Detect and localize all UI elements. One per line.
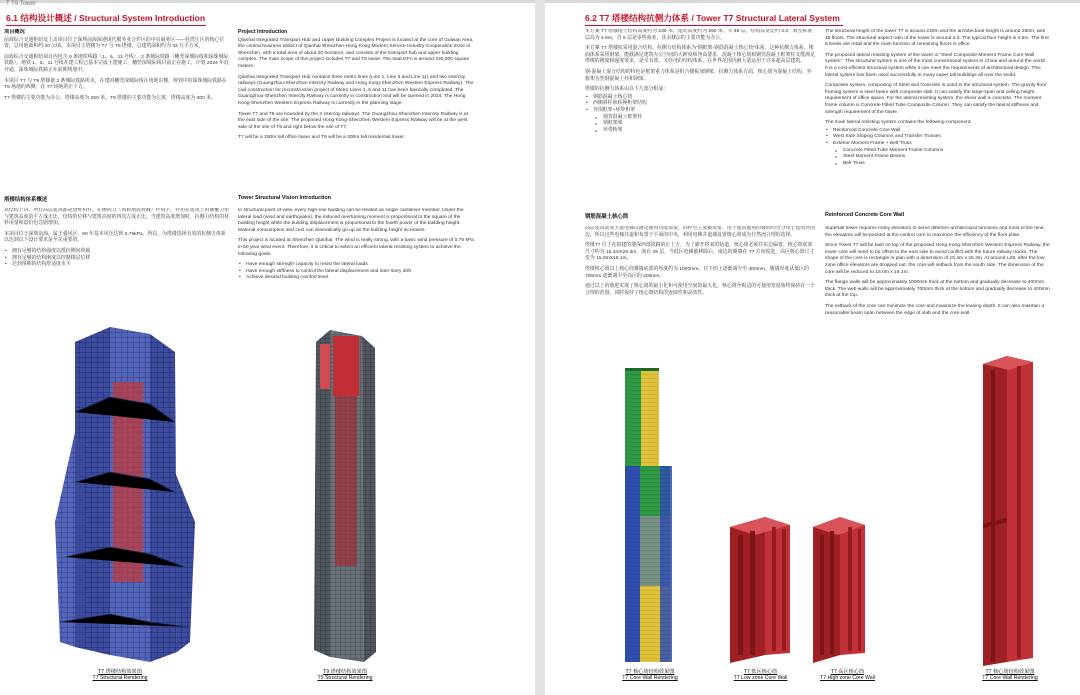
core-wall-solid (983, 356, 1033, 666)
section-heading-6-2: 6.2 T7 塔楼结构抗侧力体系 / Tower T7 Structural Lateral System (585, 13, 840, 23)
list-item: • Have enough strength capacity to resist the lateral loads (238, 262, 476, 269)
paragraph: 前海综合交通枢纽项目内包含 9 条地铁线路（1、5、11 号线），2 条城际铁路（穗莞深城际线和深珠城际铁路）。地铁 1、5、11 号线在建工程已基本完成土建施工，穗莞深城际线目前正在施工，计划 2024 年底开通，深珠城际铁路正在前期规划中。 (4, 54, 229, 73)
zh-vision-bullets (4, 249, 230, 269)
caption-zh: T7 塔楼结构效果图 (98, 669, 142, 675)
list-subitem: o Steel Moment Frame Beams (825, 154, 1050, 161)
t7-low-zone-core-wall-figure (725, 515, 795, 665)
en-core-title: Reinforced Concrete Core Wall (825, 212, 905, 218)
core-wall-solid (813, 517, 865, 663)
list-item: • West Side Sloping Columns and Transfer Trusses (825, 134, 1050, 141)
core-wall-solid (730, 517, 790, 663)
zh-core-title: 钢筋混凝土核心筒 (585, 214, 629, 220)
core-rendering-caption (960, 669, 1060, 681)
paragraph: 本项目位于深圳前海，属于强风区，50 年基本风压达到 0.75kPa。所以，为塔楼选择有效的抗侧力体系以达到以下设计要求是至关重要的。 (4, 231, 226, 244)
en-lateral-system (825, 29, 1050, 209)
heading-underline (6, 25, 206, 26)
en-lateral-components (825, 128, 1050, 168)
caption-zh: T7 核心筒结构效果图 (985, 669, 1035, 675)
list-item: • 钢筋混凝土核心筒 (585, 95, 815, 102)
page-top-edge (0, 0, 535, 3)
heading-underline (585, 25, 843, 26)
paragraph: This project is located at Shenzhen Qianhai. The wind is really strong, with a basic wind pressure of 0.75 kPa in 50 year wind event. Therefore, it is critical to select an efficient lateral resisting system to achieve the following goals. (238, 238, 474, 257)
t7-high-zone-core-wall-figure (808, 515, 870, 665)
upper-core (625, 368, 659, 466)
list-item: • Have enough stiffness to control the lateral displacement and inter-story drift. (238, 269, 476, 276)
caption-en: T7 High zone Core Wall (820, 675, 875, 682)
list-item: • Exterior Moment Frame + Belt Truss (825, 141, 1050, 148)
en-vision-bullets (238, 262, 476, 282)
caption-en: T7 Structural Rendering (92, 675, 148, 682)
caption-en: T9 Structural Rendering (317, 675, 373, 682)
paragraph: 本方案 T7 塔楼拟采用混合结构，抗侧力结构体系为“钢框架-钢筋混凝土核心筒”体系，这种抗侧力体系，楼面体系采用钢梁，能截满足建筑办公空间的大跨度和净高要求，混凝土核心筒和钢管混凝土框架柱又能满足塔楼的刚度和强度要求，是又有效、又经济的结构体系，在世界范围内被大量运用于许多超高层建筑。 (585, 46, 815, 65)
paragraph: 本方案 T7 塔楼地上结构高度约为 230 米，建筑高度约为 250 米，共 48 层，结构高宽比约 4.3，典型标准层高为 4.5m，首 5 层是零售商业，其余楼层的主要功能为办公。 (585, 29, 813, 41)
t9-rendering-caption (295, 669, 395, 681)
t7-core-wall-rendering-figure (977, 354, 1039, 666)
zh-project-intro (4, 29, 230, 194)
paragraph: Since Tower T7 will be built on top of the proposed Hong Kong-Shenzhen Western Express Railway, the tower core will need to be offset to the east side to avoid conflict with the future railway tracks. The shape of the core is rectangle in plan with a dimension of 15.4m x 26.3m. At around L29, after the low zone office elevators are dropped out, the core will setback from the south side. The dimension of the core will be reduced to 15.0m x 16.1m. (825, 243, 1050, 275)
list-item: • Achieve desired building comfort level. (238, 275, 476, 282)
en-core-body (825, 226, 1050, 361)
caption-en: T7 Low zone Core Wall (733, 675, 788, 682)
caption-zh: T7 低区核心筒 (743, 669, 778, 675)
paragraph: The flange walls will be approximately 1000mm thick at the bottom and gradually decrease to 400mm thick. The web walls will be approximately 700mm thick at the bottom and gradually decrease to 400mm thick at the top. (825, 280, 1050, 299)
paragraph: T7 塔楼的主要功能为办公，塔楼高度为 250 米。T9 塔楼的主要功能为公寓，塔楼高度为 300 米。 (4, 95, 216, 101)
zh-vision-title: 塔楼结构体系概述 (4, 197, 48, 203)
paragraph: Tower T7 and T9 are bounded by the 2 intercity railways. The Guangzhou-Shenzhen Intercity Railway is at the east side of the site. The proposed Hong Kong-Shenzhen Western Express Railway will be at the west side of the site of T9 and right below the site of T7. (238, 111, 468, 130)
lower-core (625, 466, 672, 662)
paragraph: 从结构上讲，所有高层建筑都是悬臂构件。在侧向力（风和地震荷载）作用下，作用在建筑上的倾覆力矩与建筑高度的平方成正比，结构的位移与建筑高度的四次方成正比。当建筑高度增加时，抗侧力结构的材料用量和造价也急剧增加。 (4, 208, 229, 227)
page-tag: T T9 Tower (6, 1, 36, 7)
page-top-edge (545, 0, 1080, 3)
paragraph: The structural height of the tower T7 is around 230m and the architectural height is around 250m, with 48 floors. The structural aspect ratio of the tower is around 4.3. The typical floor height is 4.5m. The first 5 levels are retail and the main function of remaining floors is office. (825, 29, 1049, 48)
paragraph: 钢-混凝土混合结构的特色是框架重力体系是组合楼板加钢梁，抗侧力体系方面，核心筒为混凝土结构，外框架为型钢混凝土柱和钢梁。 (585, 69, 812, 82)
section-heading-6-1: 6.1 结构设计概述 / Structural System Introduction (6, 13, 206, 23)
t9-structural-rendering-figure (300, 322, 390, 667)
t7-rendering-caption (70, 669, 170, 681)
t7-core-wall-rendering-colored-figure (620, 366, 680, 664)
list-item: • 达到预期的结构舒适度水平 (4, 262, 230, 269)
list-title: The main lateral resisting system contains the following component: (825, 120, 972, 126)
paragraph: Qianhai Integrated Transport Hub contains three metro lines (Line 1, Line 5 and Line 11) and two intercity railways (Guangzhou-Shenzhen Intercity Railway and Hong Kong-Shenzhen Western Express Railway). The civil construction for reconstruction project of Metro Lines 1, 5 and 11 has been basically completed. The Guangzhou-Shenzhen Intercity Railway is currently in construction and will be opened in 2024. The Hong Kong-Shenzhen Western Express Railway is currently in the planning stage. (238, 74, 474, 106)
t7-structural-rendering-figure (55, 322, 205, 667)
caption-en: T7 Core Wall Rendering (622, 675, 678, 682)
right-page (545, 0, 1080, 695)
list-subitem: o Concrete Filled Tube Moment Frame Columns (825, 148, 1050, 155)
paragraph: Supertall tower requires many elevators to serve different architectural functions and most of the time, the elevators will be packed at the central core to maximize the efficiency of the floor plate. (825, 226, 1045, 238)
paragraph: 前海综合交通枢纽及上盖项目位于深圳前海深港现代服务业合作区的中央商务区——桂湾片区的核心位置，总用地面积约 20 公顷。本项目主塔楼为 T7 与 T9 塔楼，总建筑面积约为 33 万平方米。 (4, 37, 225, 50)
paragraph: 塔楼T7 位于在拟建的港深西部铁路的正上方，为了避开将来的轨道，核心筒必须往东边偏置。核心筒底部尺寸约为 15.4mX26.3m，而在 29 层，当低区电梯被移除后，南边的翼墙在 T7 方向收进，高区核心筒尺寸变为 15.0mX16.1m。 (585, 243, 815, 262)
core-rendering-colored-caption (600, 669, 700, 681)
zh-lateral-components (585, 95, 815, 135)
list-item: • 拥有足够的结构强度以抵抗侧向荷载 (4, 249, 230, 256)
paragraph: T7 will be a 250m tall office tower and T9 will be a 300m tall residential tower. (238, 135, 405, 141)
list-subitem: o 环带桁架 (585, 128, 815, 135)
list-item: • 拥有足够的结构刚度以控制楼层位移 (4, 256, 230, 263)
low-zone-core-caption (713, 669, 808, 681)
zh-core-body (585, 226, 815, 366)
list-subitem: o 钢框架梁 (585, 121, 815, 128)
zh-lateral-system (585, 29, 815, 199)
paragraph: 通过以上的收进实现了核心筒的最小化和可使用空间的最大化。核心筒至板边的可使用宽度始终保持在一个合理的范围，同时保持了核心筒结构的连续性和高效性。 (585, 284, 815, 296)
caption-zh: T7 核心筒结构效果图 (625, 669, 675, 675)
list-subitem: o Belt Truss (825, 161, 1050, 168)
zh-intro-title: 项目概况 (4, 29, 25, 35)
paragraph: Qianhai Integrated Transport Hub and Upper Building Complex Project is located at the core of Guiwan Area, the central business district of Qianhai Shenzhen-Hong Kong Modern Service Industry Cooperation Zone in Shenzhen, with a total area of about 20 hectares, and consists of the transport hub and upper building complex. The main scope of this project includes T7 and T9 tower. The total GFA is around 330,000 square meters. (238, 37, 474, 69)
high-zone-core-caption (800, 669, 895, 681)
list-item: • Reinforced Concrete Core Wall (825, 128, 1050, 135)
list-subitem: o 钢管混凝土框架柱 (585, 115, 815, 122)
en-project-intro (238, 29, 476, 217)
paragraph: 高层建筑需要大量电梯以满足使用功能需要，同样也主要被需要，用于建筑使用的楼面均匀分布于建筑外围边，所以这些电梯井道和布置于平面的中央，利用电梯井道墙设置核心筒成为自然而合理的选择。 (585, 226, 815, 238)
en-intro-title: Project Introduction (238, 29, 288, 35)
list-title: 塔楼的抗侧力体系由以下几部分组成： (585, 87, 669, 93)
left-page (0, 0, 535, 695)
list-item: • 西侧斜柱和转换桁架结构 (585, 101, 815, 108)
paragraph: The proposed lateral resisting system of the tower is "Steel Composite Moment Frame Core Wall system". This structural system is one of the most conventional system in China and around the world. It is a cost-efficient structural system while it can meet the requirements of architectural design. This lateral system has been used successfully in many super tall buildings all over the world. (825, 52, 1047, 78)
en-vision-title: Tower Structural Vision Introduction (238, 195, 331, 201)
paragraph: In structural point of view, every high-rise building can be treated as single cantilever member. Under the lateral load (wind and earthquake), the induced overturning moment is proportional to the square of the building height while the building displacement is proportional to the fourth power of the building height. Material consumption and cost can dramatically go up as the building height increases. (238, 208, 464, 233)
paragraph: 塔楼核心筒以上核心筒翼墙底部的厚度约为 1000mm，自下而上逐渐减少至 400mm。腹墙厚度从低区的 700mm 逐渐减少至高区的 400mm。 (585, 266, 809, 279)
caption-zh: T9 塔楼结构效果图 (323, 669, 367, 675)
caption-en: T7 Core Wall Rendering (982, 675, 1038, 682)
paragraph: The setback of the core can minimize the core and maximize the leasing depth. It can also maintain a reasonable beam span between the edge of slab and the core wall. (825, 303, 1045, 316)
paragraph: Composite system, composing of Steel and Concrete is used in the structural system. The gravity floor framing system is steel beam with composite slab. It can satisfy the large-span and ceiling height requirement of office space. For the lateral resisting system, the shear wall is concrete. The moment frame column is Concrete Filled Tube Composite Column. They can satisfy the lateral stiffness and strength requirement of the tower. (825, 83, 1047, 115)
zh-vision-body (4, 208, 230, 298)
list-item: • 外围框架+环带桁架 (585, 108, 815, 115)
en-vision-body (238, 208, 476, 323)
paragraph: 本项目 T7 与 T9 塔楼被 2 条城际铁路所夹，在建的穗莞深城际线在场地东侧，规划中的深珠城际铁路在 T9 场地的西侧，在 T7 场地的正下方。 (4, 78, 227, 91)
caption-zh: T7 高区核心筒 (830, 669, 865, 675)
